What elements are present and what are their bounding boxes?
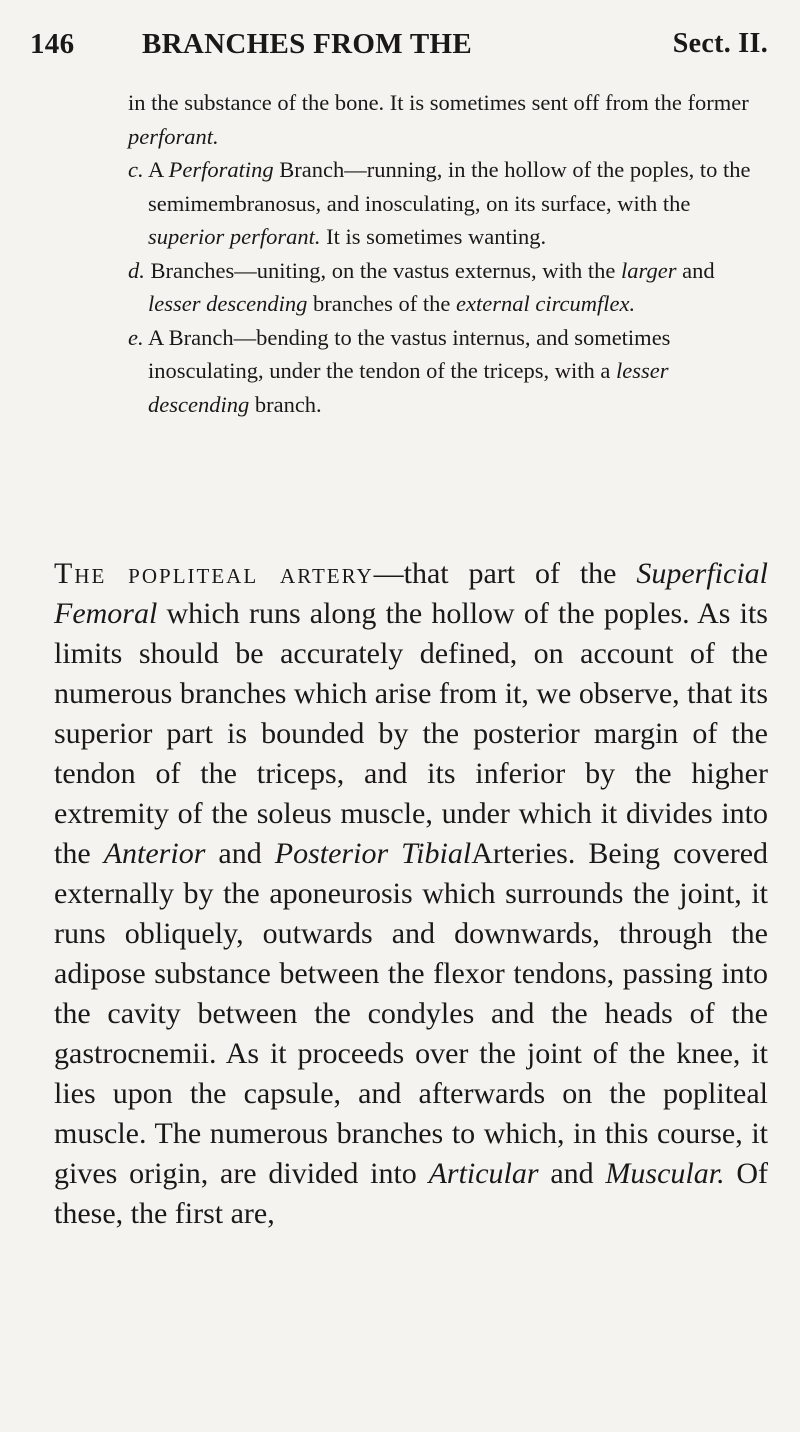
page-number: 146 <box>30 28 75 60</box>
branch-list <box>128 86 768 421</box>
paragraph-continuation: in the substance of the bone. It is sometimes sent off from the former perforant. <box>128 90 749 149</box>
section-lead: The popliteal artery <box>54 557 374 590</box>
branch-item-c: c. A Perforating Branch—running, in the hollow of the poples, to the semimembranosus, and inosculating, on its surface, with the superior perforant. It is sometimes wanting. <box>128 157 751 249</box>
main-paragraph: The popliteal artery—that part of the Superficial Femoral which runs along the hollow of the poples. As its limits should be accurately defined, on account of the numerous branches which arise from it, we observe, that its superior part is bounded by the posterior margin of the tendon of the triceps, and its inferior by the higher extremity of the soleus muscle, under which it divides into the Anterior and Posterior TibialArteries. Being covered externally by the aponeurosis which surrounds the joint, it runs obliquely, outwards and downwards, through the adipose substance between the flexor tendons, passing into the cavity between the condyles and the heads of the gastrocnemii. As it proceeds over the joint of the knee, it lies upon the capsule, and afterwards on the popliteal muscle. The numerous branches to which, in this course, it gives origin, are divided into Articular and Muscular. Of these, the first are, <box>54 557 769 1230</box>
page-header <box>30 28 770 68</box>
popliteal-artery-paragraph <box>54 554 768 1234</box>
item-letter: d. <box>128 257 145 283</box>
running-title: BRANCHES FROM THE <box>142 28 473 60</box>
item-letter: e. <box>128 324 144 350</box>
branch-item-d: d. Branches—uniting, on the vastus externus, with the larger and lesser descending branches of the external circumflex. <box>128 257 715 316</box>
item-letter: c. <box>128 157 144 182</box>
branch-item-e: e. A Branch—bending to the vastus internus, and sometimes inosculating, under the tendon of the triceps, with a lesser descending branch. <box>128 324 671 417</box>
section-label: Sect. II. <box>672 28 768 59</box>
